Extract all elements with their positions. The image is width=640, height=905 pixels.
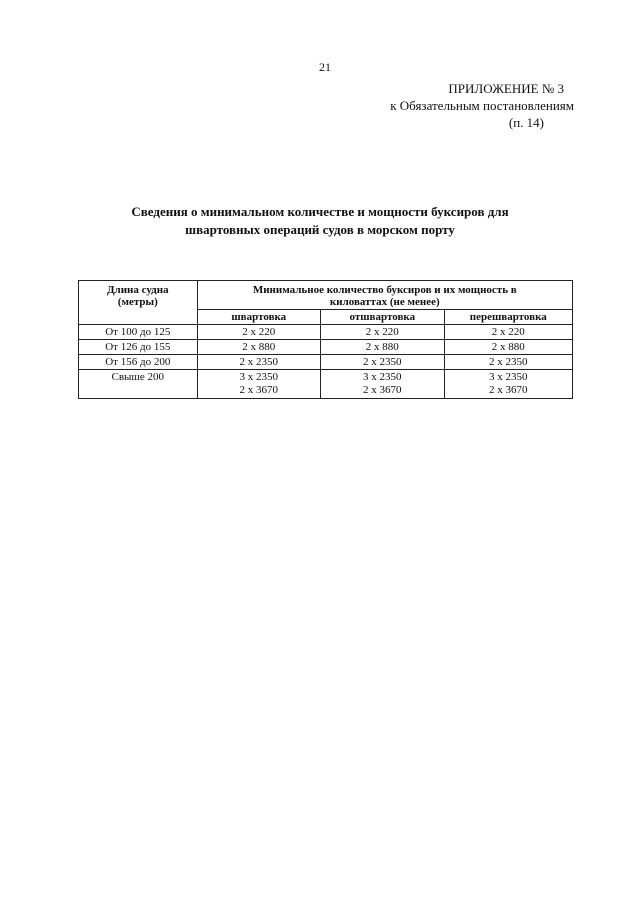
cell-mooring: 2 x 220 [197,325,321,340]
table-row [79,340,573,355]
cell-unmooring: 2 x 220 [321,325,445,340]
appendix-block [314,80,574,131]
appendix-subtitle: к Обязательным постановлениям [390,98,574,113]
column-header-unmooring: отшвартовка [321,310,445,325]
column-header-remooring: перешвартовка [444,310,572,325]
cell-vessel-length: От 156 до 200 [79,355,198,370]
cell-mooring: 2 x 2350 [197,355,321,370]
cell-mooring: 2 x 880 [197,340,321,355]
cell-vessel-length: От 100 до 125 [79,325,198,340]
appendix-reference: (п. 14) [508,115,544,130]
tugboat-table [78,280,573,399]
cell-remooring: 2 x 220 [444,325,572,340]
page-number: 21 [319,60,331,74]
table-row [79,370,573,399]
column-header-vessel-length: Длина судна (метры) [79,281,198,325]
table-row [79,355,573,370]
cell-vessel-length: Свыше 200 [79,370,198,399]
document-heading [80,203,560,239]
table-header-row [79,281,573,310]
appendix-title: ПРИЛОЖЕНИЕ № 3 [448,81,564,96]
column-header-tug-count-power: Минимальное количество буксиров и их мощность в киловаттах (не менее) [197,281,572,310]
cell-unmooring: 3 x 2350 2 x 3670 [321,370,445,399]
cell-unmooring: 2 x 880 [321,340,445,355]
heading-line-2: швартовных операций судов в морском порту [185,222,455,237]
cell-remooring: 2 x 2350 [444,355,572,370]
column-header-mooring: швартовка [197,310,321,325]
cell-vessel-length: От 126 до 155 [79,340,198,355]
tugboat-table-wrapper [78,280,573,399]
cell-remooring: 3 x 2350 2 x 3670 [444,370,572,399]
table-row [79,325,573,340]
cell-unmooring: 2 x 2350 [321,355,445,370]
heading-line-1: Сведения о минимальном количестве и мощности буксиров для [131,204,509,219]
cell-mooring: 3 x 2350 2 x 3670 [197,370,321,399]
cell-remooring: 2 x 880 [444,340,572,355]
